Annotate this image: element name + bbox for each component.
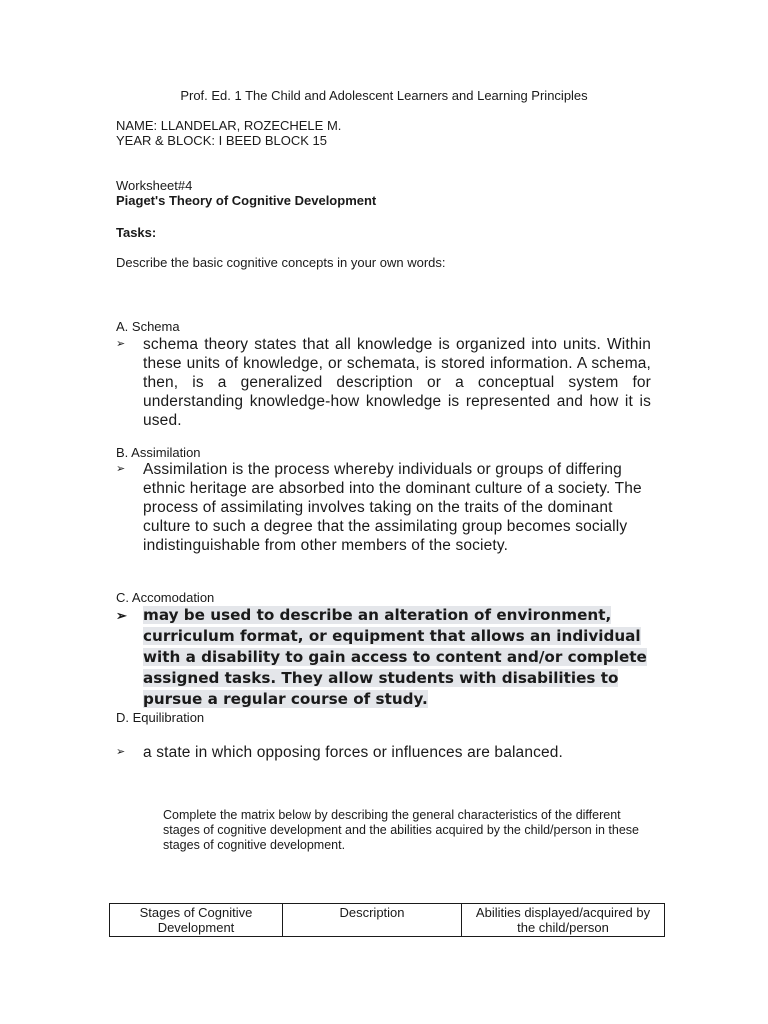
worksheet-title: Piaget's Theory of Cognitive Development: [116, 193, 377, 208]
concept-text-accomodation-highlighted: [143, 605, 663, 710]
matrix-instruction: Complete the matrix below by describing the general characteristics of the different stages of cognitive development and the abilities acquired by the child/person in these stages of cognitive development.: [163, 808, 639, 852]
year-and-block: YEAR & BLOCK: I BEED BLOCK 15: [116, 133, 327, 148]
concept-text-assimilation: Assimilation is the process whereby individuals or groups of differing ethnic heritage are absorbed into the dominant culture of a society. The process of assimilating involves taking on the traits of the dominant culture to such a degree that the assimilating group becomes socially indistinguishable from other members of the society.: [143, 461, 642, 554]
student-name: NAME: LLANDELAR, ROZECHELE M.: [116, 118, 342, 133]
worksheet-number: Worksheet#4: [116, 178, 193, 193]
matrix-header-stages: Stages of Cognitive Development: [110, 904, 283, 937]
matrix-header-description: Description: [283, 904, 462, 937]
arrow-bullet-icon: ➢: [116, 463, 126, 475]
arrow-bullet-icon: ➢: [116, 746, 126, 758]
concept-text-equilibration: a state in which opposing forces or influences are balanced.: [143, 744, 563, 761]
matrix-header-abilities: Abilities displayed/acquired by the child/person: [462, 904, 665, 937]
cognitive-stages-matrix: [109, 903, 665, 937]
highlighted-text: may be used to describe an alteration of environment, curriculum format, or equipment that allows an individual with a disability to gain access to content and/or complete assigned tasks. They allow students with disabilities to pursue a regular course of study.: [143, 606, 647, 708]
concept-text-schema: schema theory states that all knowledge is organized into units. Within these units of knowledge, or schemata, is stored information. A schema, then, is a generalized description or a conceptual system for understanding knowledge-how knowledge is represented and how it is used.: [143, 336, 651, 429]
matrix-header-row: [110, 904, 665, 937]
concept-heading-assimilation: B. Assimilation: [116, 445, 201, 460]
arrow-bullet-icon: ➢: [116, 338, 126, 350]
task-instruction: Describe the basic cognitive concepts in your own words:: [116, 255, 446, 270]
tasks-label: Tasks:: [116, 225, 157, 240]
course-title: Prof. Ed. 1 The Child and Adolescent Learners and Learning Principles: [180, 88, 588, 103]
concept-heading-schema: A. Schema: [116, 319, 180, 334]
arrow-bullet-icon: ➢: [116, 608, 127, 623]
concept-heading-accomodation: C. Accomodation: [116, 590, 215, 605]
concept-heading-equilibration: D. Equilibration: [116, 710, 205, 725]
